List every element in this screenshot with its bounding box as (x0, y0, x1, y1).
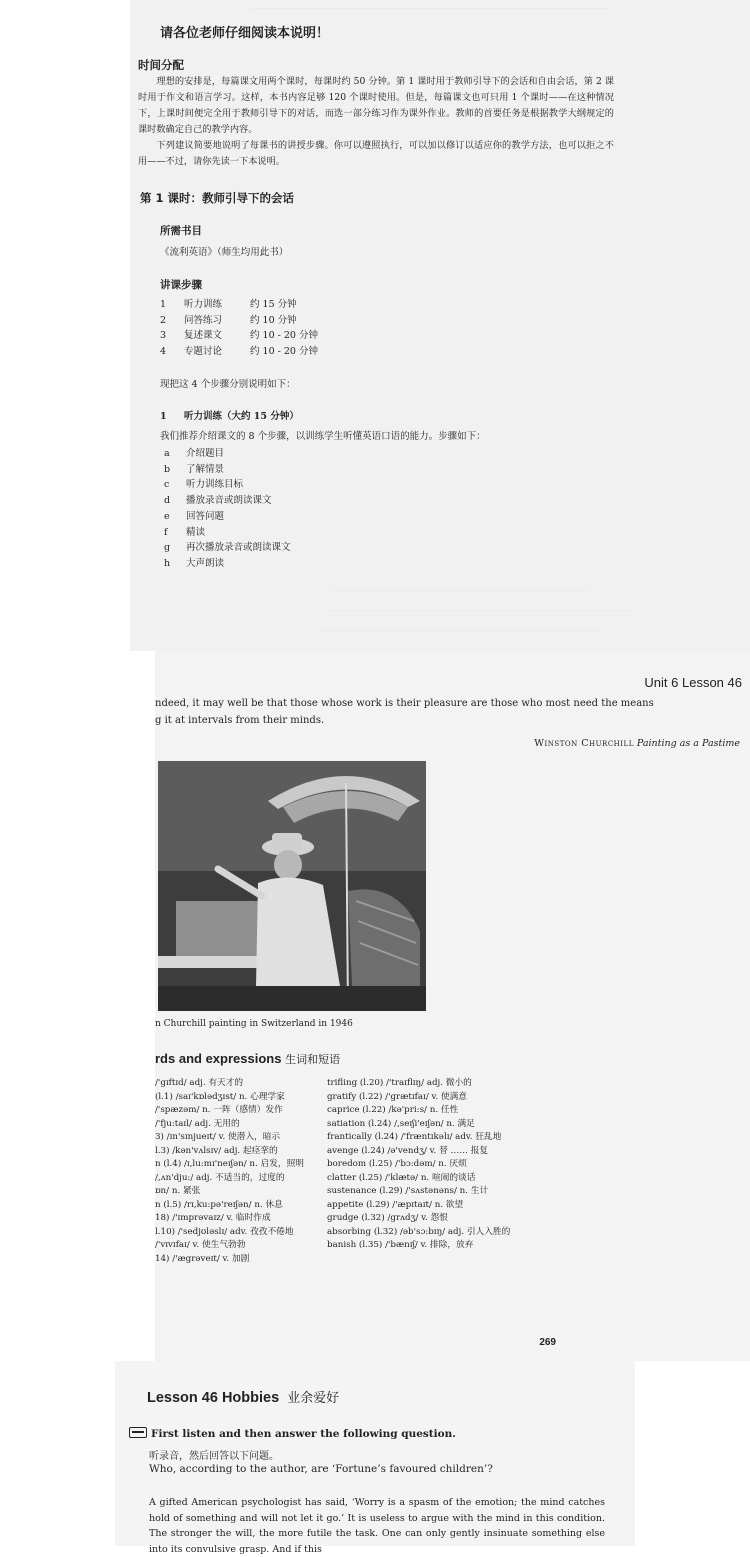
bleed-through-text (250, 8, 610, 9)
quote-attribution: Winston Churchill Painting as a Pastime (534, 738, 740, 749)
vocab-list-left (155, 1077, 304, 1266)
vocab-item: caprice (l.22) /kə'pri:s/ n. 任性 (327, 1105, 459, 1115)
list-item: e 回答问题 (164, 510, 225, 522)
sub-steps-list (164, 446, 291, 572)
vocab-item: avenge (l.24) /ə'vendʒ/ v. 替 …… 报复 (327, 1145, 489, 1156)
cassette-tape-icon (129, 1427, 147, 1438)
vocab-item: /'fju:taɪl/ adj. 无用的 (155, 1118, 240, 1129)
step-row: 2 问答练习 约 10 分钟 (160, 314, 297, 326)
vocab-item: clatter (l.25) /'klætə/ n. 喧闹的谈话 (327, 1172, 476, 1183)
list-item: b 了解情景 (164, 463, 225, 475)
teacher-notes-page (130, 0, 750, 651)
vocab-item: /,ʌn'dju:/ adj. 不适当的，过度的 (155, 1172, 285, 1183)
list-item: c 听力训练目标 (164, 479, 244, 491)
churchill-painting-photo (158, 761, 426, 1011)
vocab-item: /'gɪftɪd/ adj. 有天才的 (155, 1078, 244, 1088)
vocab-item: appetite (l.29) /'æpɪtaɪt/ n. 欲望 (327, 1199, 464, 1210)
vocab-item: n (l.4) /ɪ,lu:mɪ'neɪʃən/ n. 启发，照明 (155, 1159, 304, 1169)
step-row: 3 复述课文 约 10 - 20 分钟 (160, 330, 318, 341)
lesson-46-text-page (115, 1361, 635, 1555)
vocab-item: absorbing (l.32) /əb'sɔ:bɪŋ/ adj. 引人入胜的 (327, 1226, 511, 1237)
vocab-item: l.3) /kən'vʌlsɪv/ adj. 起痉挛的 (155, 1145, 278, 1156)
vocab-item: /'vɪvɪfaɪ/ v. 使生气勃勃 (155, 1240, 246, 1250)
vocab-item: /'spæzəm/ n. 一阵（感情）发作 (155, 1105, 283, 1115)
vocab-item: l.10) /'sedjʊləslɪ/ adv. 孜孜不倦地 (155, 1226, 294, 1237)
lesson-body-text: A gifted American psychologist has said, ‘Worry is a spasm of the emotion; the mind catches hold of something and will not let it go.’ It is useless to argue with the mind in this condition. The stronger the will, the more futile the task. One can only gently insinuate something else into its convulsive grasp. And if this (149, 1497, 605, 1555)
steps-intro: 现把这 4 个步骤分别说明如下： (160, 379, 296, 390)
list-item: g 再次播放录音或朗读课文 (164, 542, 291, 554)
time-allocation-heading: 时间分配 (138, 58, 184, 72)
step-row: 1 听力训练 约 15 分钟 (160, 299, 297, 310)
vocab-item: 3) /ɪn'sɪnjueɪt/ v. 使潜入，暗示 (155, 1132, 281, 1142)
vocab-item: n (l.5) /rɪ,ku:pə'reɪʃən/ n. 休息 (155, 1199, 283, 1210)
list-item: f 精读 (164, 526, 206, 538)
vocab-item: sustenance (l.29) /'sʌstənəns/ n. 生计 (327, 1186, 489, 1196)
bleed-through-text (320, 630, 600, 631)
steps-heading: 讲课步骤 (160, 279, 202, 291)
vocab-item: trifling (l.20) /'traɪflɪŋ/ adj. 微小的 (327, 1078, 472, 1088)
notes-title: 请各位老师仔细阅读本说明！ (160, 26, 330, 41)
epigraph-quote: ndeed, it may well be that those whose work is their pleasure are those who most need the means g it at intervals from their minds. (155, 698, 654, 726)
vocab-item: frantically (l.24) /'fræntɪkəlɪ/ adv. 狂乱地 (327, 1132, 502, 1142)
lesson-46-intro-page (155, 651, 750, 1361)
photo-caption: n Churchill painting in Switzerland in 1946 (155, 1019, 353, 1029)
vocab-item: 14) /'ægrəveɪt/ v. 加剧 (155, 1253, 250, 1264)
bleed-through-text (330, 590, 590, 591)
time-allocation-paragraph: 理想的安排是，每篇课文用两个课时，每课时约 50 分钟。第 1 课时用于教师引导下的会话和自由会话，第 2 课时用于作文和语言学习。这样，本书内容足够 120 个课时使用。但是，每篇课文也可只用 1 个课时——在这种情况下，上课时间便完全用于教师引导下的对话，而选一部分练习作为课外作业。教师的首要任务是根据教学大纲规定的课时数确定自己的教学内容。 (138, 76, 614, 135)
vocab-item: satiation (l.24) /,seɪʃi'eɪʃən/ n. 满足 (327, 1118, 475, 1129)
books-heading: 所需书目 (160, 225, 202, 237)
vocab-item: (l.1) /saɪ'kɒlədʒɪst/ n. 心理学家 (155, 1091, 285, 1102)
words-expressions-heading: rds and expressions 生词和短语 (155, 1051, 341, 1066)
lesson1-heading: 第 1 课时：教师引导下的会话 (140, 191, 295, 205)
vocab-item: grudge (l.32) /grʌdʒ/ v. 怨恨 (327, 1213, 448, 1223)
page-number: 269 (539, 1337, 556, 1348)
step1-intro: 我们推荐介绍课文的 8 个步骤，以训练学生听懂英语口语的能力。步骤如下： (160, 431, 486, 442)
suggestion-paragraph: 下列建议简要地说明了每课书的讲授步骤。你可以遵照执行，可以加以修订以适应你的教学方法，也可以拒之不用——不过，请你先读一下本说明。 (138, 140, 614, 167)
listening-instruction-cn: 听录音，然后回答以下问题。 (149, 1451, 279, 1462)
list-item: h 大声朗读 (164, 557, 225, 569)
bleed-through-text (330, 610, 630, 611)
lesson-title: Lesson 46 Hobbies 业余爱好 (147, 1390, 340, 1406)
listening-instruction: First listen and then answer the following question. (129, 1427, 456, 1440)
vocab-item: gratify (l.22) /'grætɪfaɪ/ v. 使满意 (327, 1091, 467, 1102)
unit-lesson-header: Unit 6 Lesson 46 (644, 675, 742, 690)
list-item: a 介绍题目 (164, 448, 225, 459)
comprehension-question: Who, according to the author, are ‘Fortune’s favoured children’? (149, 1463, 493, 1475)
step1-heading: 1 听力训练（大约 15 分钟） (160, 411, 299, 422)
steps-list (160, 297, 318, 359)
books-line: 《流利英语》（师生均用此书） (160, 247, 289, 258)
photo-illustration (158, 761, 426, 1011)
vocab-item: ɒn/ n. 紧张 (155, 1186, 201, 1196)
vocab-list-right (327, 1077, 510, 1253)
list-item: d 播放录音或朗读课文 (164, 495, 272, 507)
vocab-item: 18) /'ɪmprəvaɪz/ v. 临时作成 (155, 1213, 271, 1223)
step-row: 4 专题讨论 约 10 - 20 分钟 (160, 345, 318, 357)
vocab-item: boredom (l.25) /'bɔ:dəm/ n. 厌烦 (327, 1159, 467, 1169)
vocab-item: banish (l.35) /'bænɪʃ/ v. 排除，放弃 (327, 1240, 474, 1250)
